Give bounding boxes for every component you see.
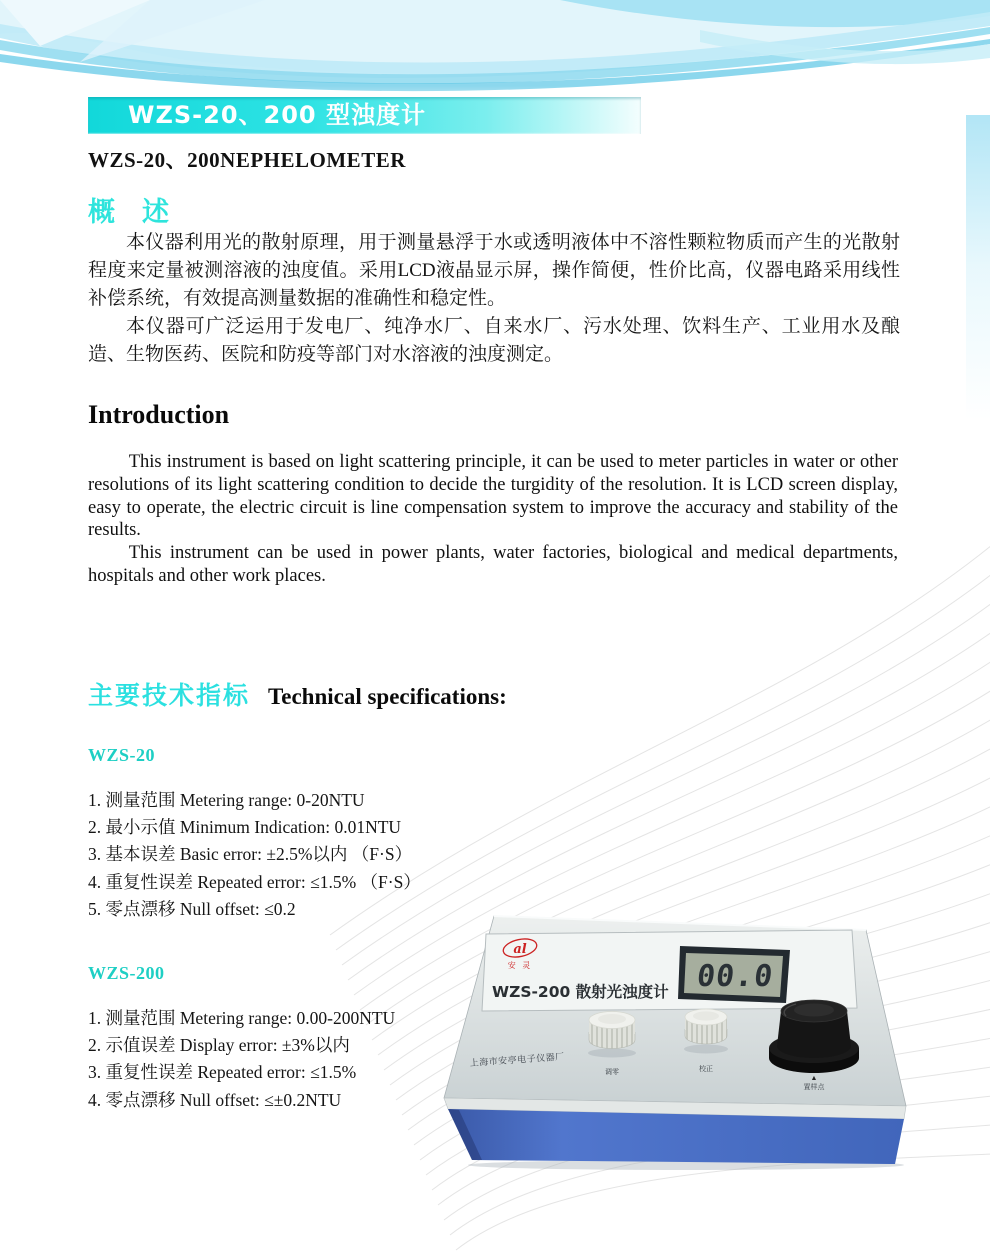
sample-point-label: 置样点 [803, 1083, 825, 1091]
spec-item: 2. 最小示值 Minimum Indication: 0.01NTU [88, 817, 402, 838]
spec-item: 2. 示值误差 Display error: ±3%以内 [88, 1035, 350, 1056]
specs-heading-en: Technical specifications: [268, 684, 507, 709]
introduction-body [88, 451, 898, 588]
specs-heading-cn: 主要技术指标 [88, 681, 251, 710]
knob2-label: 校正 [699, 1065, 713, 1073]
spec-item: 4. 零点漂移 Null offset: ≤±0.2NTU [88, 1089, 342, 1110]
introduction-paragraph-1: This instrument is based on light scattering principle, it can be used to meter particles in water or other resolutions of its light scattering condition to decide the turgidity of the resolution. It is LCD screen display, easy to operate, the electric circuit is line compensation system to improve the accuracy and stability of the results. [88, 452, 898, 541]
overview-heading: 概 述 [88, 197, 169, 228]
logo-mark: al [513, 942, 527, 957]
overview-paragraph-2: 本仪器可广泛运用于发电厂、纯净水厂、自来水厂、污水处理、饮料生产、工业用水及酿造、生物医药、医院和防疫等部门对水溶液的浊度测定。 [88, 316, 900, 365]
introduction-heading: Introduction [88, 400, 230, 429]
sample-well-cap [769, 1000, 859, 1073]
nephelometer-product-image [436, 908, 920, 1170]
spec-item: 1. 测量范围 Metering range: 0-20NTU [88, 790, 365, 810]
calibration-knob [684, 1009, 728, 1054]
spec-item: 5. 零点漂移 Null offset: ≤0.2 [88, 898, 296, 919]
spec-item: 4. 重复性误差 Repeated error: ≤1.5% （F·S） [88, 871, 421, 892]
page-title-bar: WZS-20、200 型浊度计 [88, 97, 641, 134]
spec-list-wzs20 [88, 787, 488, 923]
device-model-label: WZS-200 散射光浊度计 [492, 983, 669, 1001]
factory-name: 上海市安亭电子仪器厂 [469, 1052, 565, 1069]
model-heading-wzs200: WZS-200 [88, 963, 165, 983]
logo-text: 安 灵 [507, 961, 533, 970]
spec-item: 1. 测量范围 Metering range: 0.00-200NTU [88, 1008, 396, 1028]
spec-item: 3. 基本误差 Basic error: ±2.5%以内 （F·S） [88, 844, 413, 865]
lcd-value: 00.0 [694, 959, 776, 994]
page-subtitle: WZS-20、200NEPHELOMETER [88, 148, 406, 172]
specs-heading [88, 676, 507, 712]
knob1-label: 调零 [605, 1068, 619, 1076]
spec-item: 3. 重复性误差 Repeated error: ≤1.5% [88, 1062, 357, 1083]
lcd-display [678, 946, 790, 1003]
zero-adjust-knob [588, 1012, 636, 1058]
model-heading-wzs20: WZS-20 [88, 745, 156, 765]
overview-paragraph-1: 本仪器利用光的散射原理，用于测量悬浮于水或透明液体中不溶性颗粒物质而产生的光散射程度来定量被测溶液的浊度值。采用LCD液晶显示屏，操作简便，性价比高，仪器电路采用线性补偿系统，有效提高测量数据的准确性和稳定性。 [88, 232, 900, 309]
overview-body [88, 229, 900, 369]
introduction-paragraph-2: This instrument can be used in power plants, water factories, biological and medical departments, hospitals and other work places. [88, 543, 898, 586]
sample-point-marker-icon: ▲ [810, 1074, 818, 1082]
spec-list-wzs200 [88, 1005, 488, 1114]
